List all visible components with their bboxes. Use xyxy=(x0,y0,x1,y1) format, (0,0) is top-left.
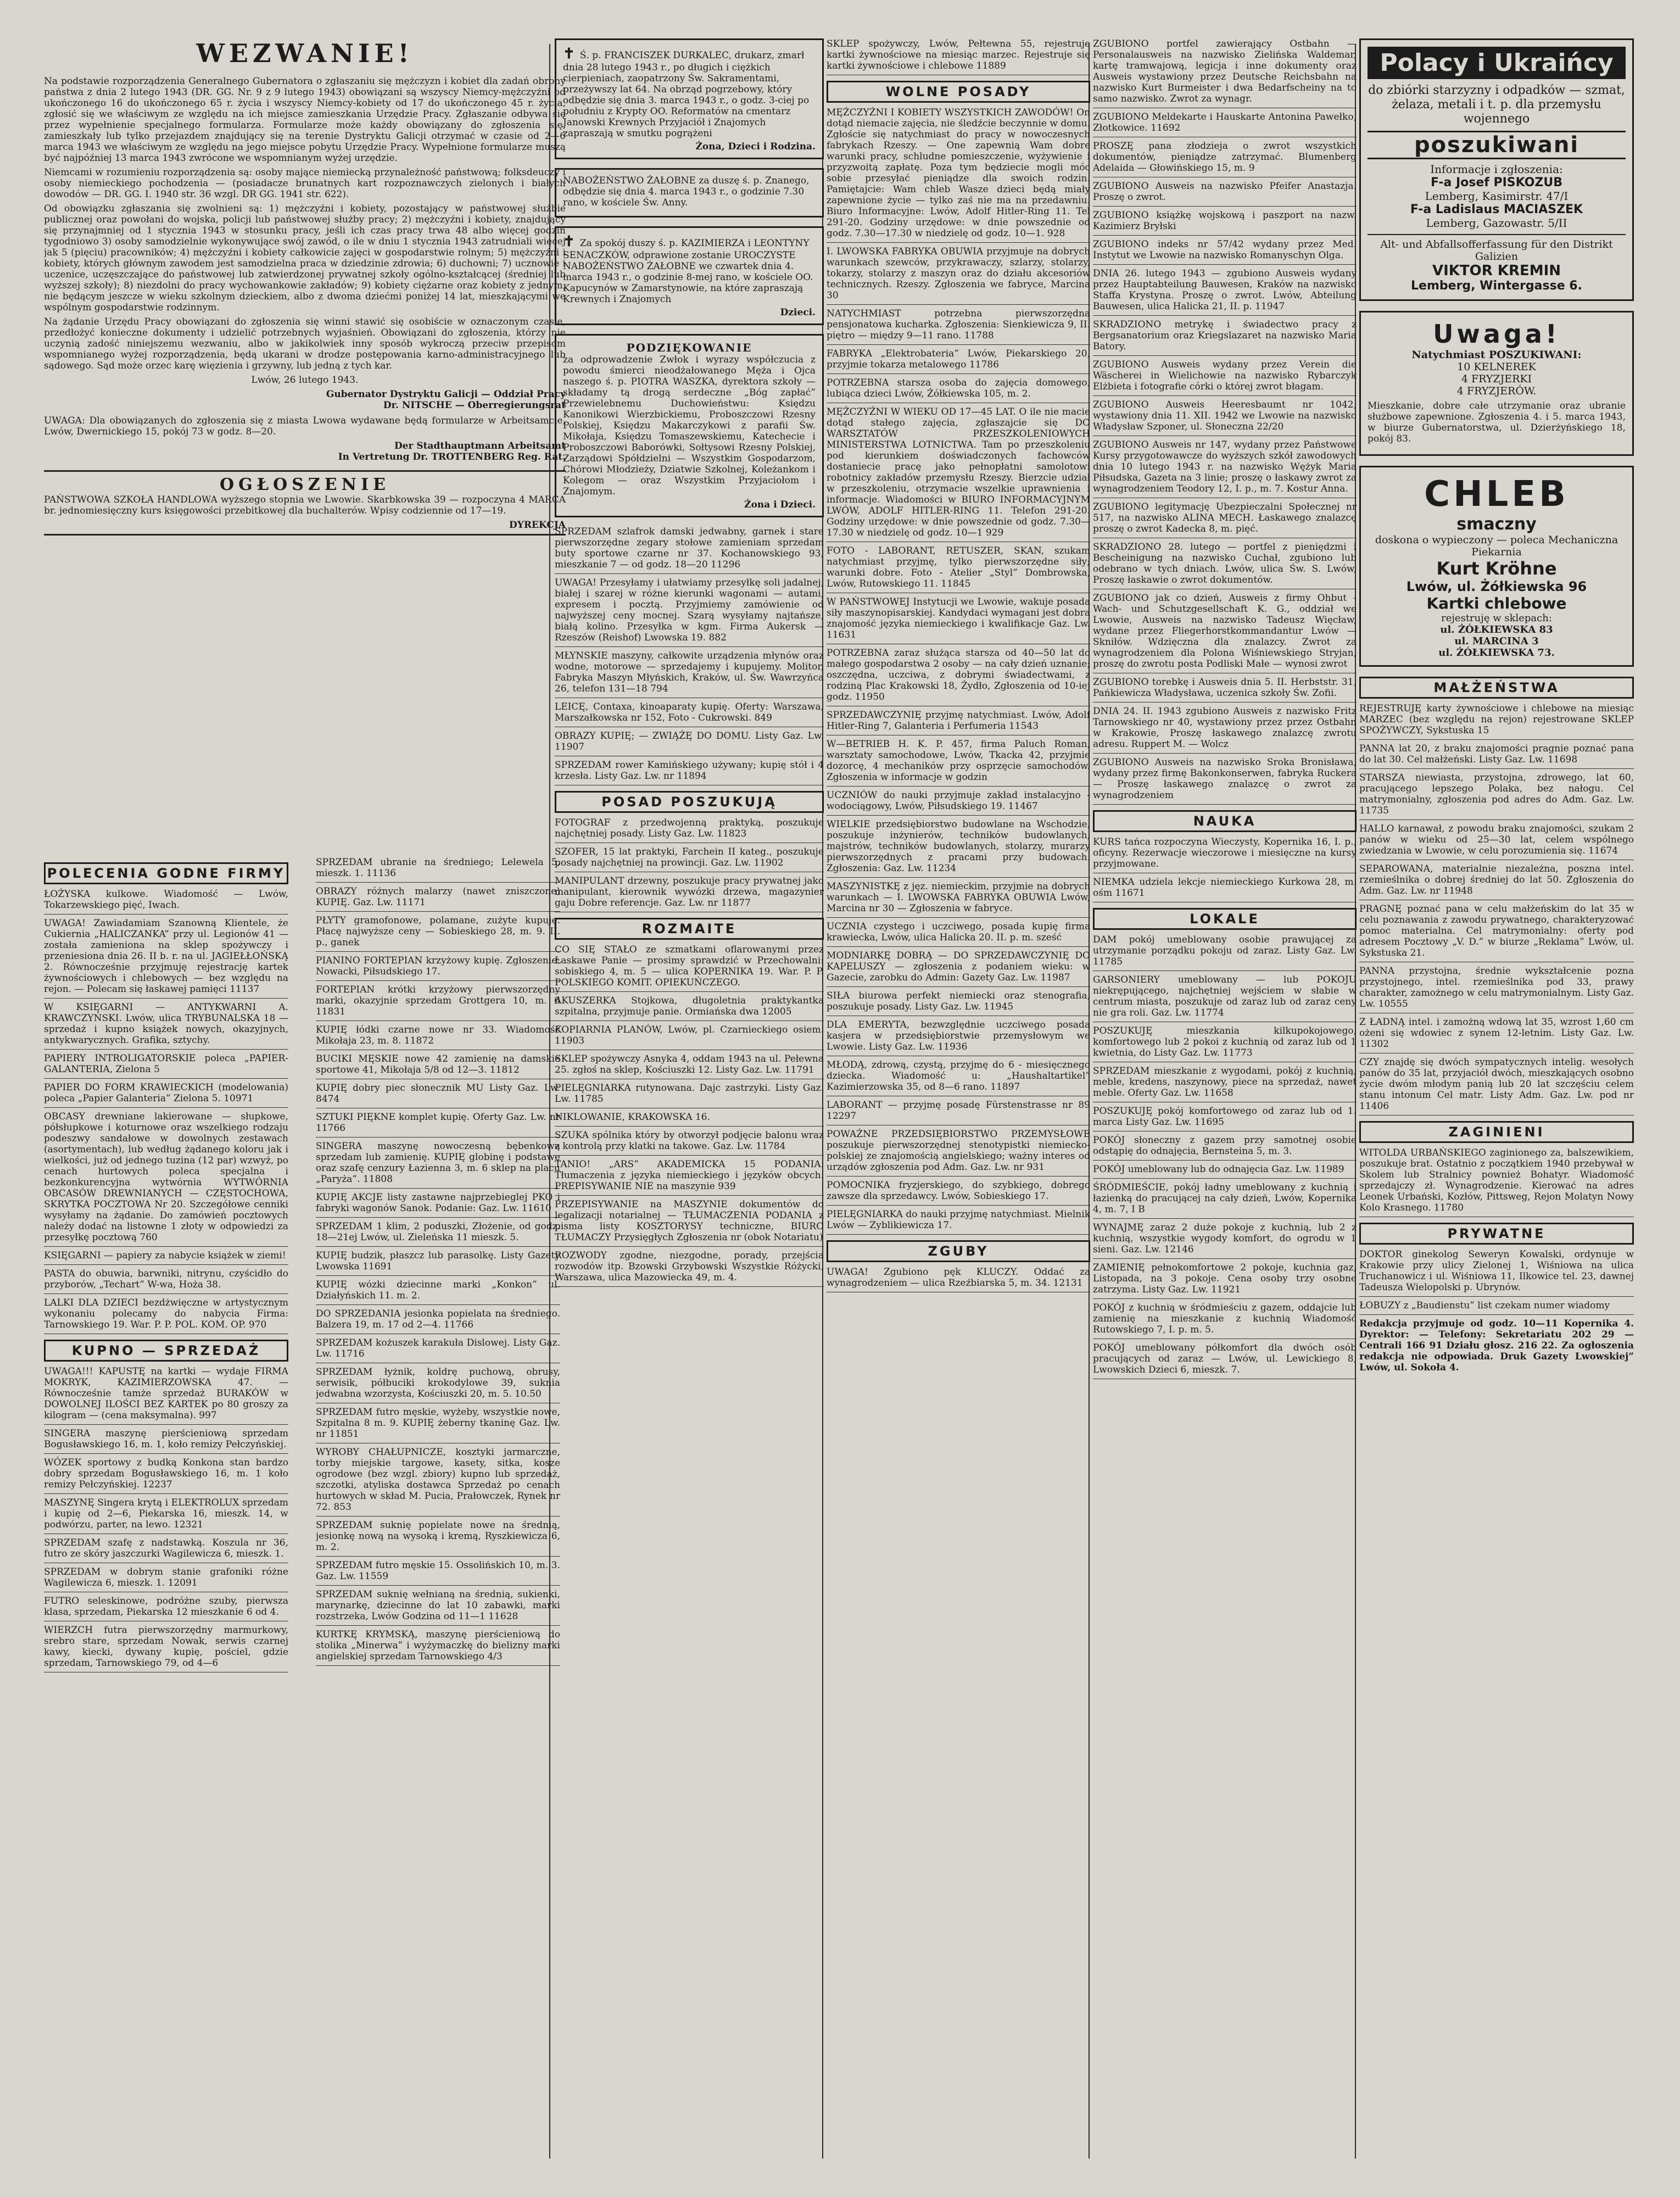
ad-separator xyxy=(1093,753,1357,754)
classified-ad: WYNAJMĘ zaraz 2 duże pokoje z kuchnią, lub 2 z kuchnią, wszystkie wygody komfort, do ogrodu w 1 sieni. Gaz. Lw. 12146 xyxy=(1093,1222,1357,1255)
classified-ad: LEICĘ, Contaxa, kinoaparaty kupię. Oferty: Warszawa, Marszałkowska nr 152, Foto - Cukrowski. 849 xyxy=(555,701,824,723)
wezwanie-signature: In Vertretung Dr. TROTTENBERG Reg. Rat. xyxy=(338,451,566,462)
ad-separator xyxy=(555,646,824,647)
classified-ad: SINGERA maszynę pierścieniową sprzedam Bogusławskiego 16, m. 1, koło remizy Pełczyńskiej. xyxy=(44,1428,288,1450)
column-4 xyxy=(1093,38,1357,2159)
ad-separator xyxy=(1359,1314,1634,1315)
ad-firm: Kurt Kröhne xyxy=(1436,558,1557,579)
classified-ad: SPRZEDAM szlafrok damski jedwabny, garnek i stare pierwszorzędne zegary stołowe zamieniam sprzedam buty sportowe czarne nr 37. Kochanowskiego 93, mieszkanie 7 — od godz. 18—20 11296 xyxy=(555,526,824,570)
ad-firm: F-a Josef PISKOZUB xyxy=(1430,176,1563,189)
classified-ad: SZOFER, 15 lat praktyki, Farchein II kateg., poszukuje posady najchętniej na prowincji. Gaz. Lw. 11902 xyxy=(555,846,824,868)
classified-ad: KUPIĘ łódki czarne nowe nr 33. Wiadomość Mikołaja 23, m. 8. 11872 xyxy=(316,1024,560,1046)
ad-separator xyxy=(555,1195,824,1196)
classified-ad: PRZEPISYWANIE na MASZYNIE dokumentów do legalizacji notarialnej — TŁUMACZENIA PODANIA z pisma listy KOSZTORYSY techniczne, BIURO TŁUMACZY Przysięgłych Zgłoszenia nr (obok Notariatu) xyxy=(555,1199,824,1243)
ad-headline: CHLEB xyxy=(1424,474,1569,515)
section-heading: ZAGINIENI xyxy=(1359,1121,1634,1143)
obituary-signature: Żona, Dzieci i Rodzina. xyxy=(695,141,816,152)
ad-shop: ul. ŻÓŁKIEWSKA 73. xyxy=(1438,647,1555,659)
obituary-box xyxy=(555,226,824,325)
ad-subheadline: smaczny xyxy=(1456,515,1537,534)
classifieds-col-1b xyxy=(316,857,560,2153)
ad-separator xyxy=(827,917,1090,918)
ad-separator xyxy=(555,573,824,574)
classified-ad: SZTUKI PIĘKNE komplet kupię. Oferty Gaz. Lw. nr 11766 xyxy=(316,1112,560,1134)
wezwanie-notice xyxy=(44,38,566,462)
classified-ad: AKUSZERKA Stojkowa, długoletnia praktykantka szpitalna, przyjmuje panie. Ormiańska dwa 12005 xyxy=(555,995,824,1017)
ad-separator xyxy=(1359,1115,1634,1116)
classified-ad: POKÓJ umeblowany półkomfort dla dwóch osób pracujących od zaraz — Lwów, ul. Lewickiego 8, Lwowskich Dzieci 6, mieszk. 7. xyxy=(1093,1342,1357,1375)
classified-ad: SPRZEDAM w dobrym stanie grafoniki różne Wagilewicza 6, mieszk. 1. 12091 xyxy=(44,1566,288,1588)
ogloszenie-notice xyxy=(44,470,566,536)
classified-ad: POWAŻNE PRZEDSIĘBIORSTWO PRZEMYSŁOWE poszukuje pierwszorzędnej stenotypistki niemiecko-polskiej ze znajomością angielskiego; ważny interes od urządów zgłoszenia pod Adm. Gaz. Lw. nr 931 xyxy=(827,1129,1090,1173)
classified-ad: KUPIĘ budzik, płaszcz lub parasolkę. Listy Gazety Lwowska 11691 xyxy=(316,1250,560,1272)
ad-separator xyxy=(316,1665,560,1666)
classified-ad: W KSIĘGARNI — ANTYKWARNI A. KRAWCZYŃSKI. Lwów, ulica TRYBUNALSKA 18 — sprzedaż i kupno książek nowych, okazyjnych, antykwarycznych. Grafika, sztychy. xyxy=(44,1002,288,1046)
classified-ad: PROSZĘ pana złodzieja o zwrot wszystkich dokumentów, pieniądze zatrzymać. Blumenberg Adelaida — Głowińskiego 15, m. 9 xyxy=(1093,141,1357,174)
classified-ad: ZGUBIONO indeks nr 57/42 wydany przez Med. Instytut we Lwowie na nazwisko Romanyschyn Olga. xyxy=(1093,239,1357,261)
section-heading: LOKALE xyxy=(1093,908,1357,930)
classified-ad: SEPAROWANA, materialnie niezależna, poszna intel. rzemieślnika o dobrej średniej do lat 50. Zgłoszenia do Adm. Gaz. Lw. nr 11948 xyxy=(1359,863,1634,896)
classified-ad: UWAGA! Zawiadamiam Szanowną Klientele, że Cukiernia „HALICZANKA” przy ul. Legionów 41 — została zamieniona na sklep spożywczy i przeniesiona dnia 26. II b. r. na ul. JAGIEŁŁOŃSKĄ 2. Równocześnie przyjmuję rejestrację kartek żywnościowych i chlebowych — bez względu na rejon. — Polecam się łaskawej pamięci 11137 xyxy=(44,918,288,995)
classified-ad: MĘŻCZYŹNI W WIEKU OD 17—45 LAT. O ile nie macie dotąd stałego zajęcia, zgłaszajcie się DO WARSZTATÓW PRZESZKOLENIOWYCH MINISTERSTWA LOTNICTWA. Tam po przeszkoleniu pod kierunkiem doświadczonych fachowców dostaniecie pracę jako pełnopłatni samolotowi robotnicy zakładów przemysłu Rzeszy. Bierzcie udział w przeszkoleniu, otrzymacie wszelkie uprawnienia i informacje. Wiadomości w BIURO INFORMACYJNYM LWÓW, ADOLF HITLER-RING 11. Telefon 291-20. Godziny urzędowe: w dnie powszednie od godz. 7.30—17.30 w niedzielę od godz. 10—1 929 xyxy=(827,406,1090,538)
ad-separator xyxy=(1093,1298,1357,1299)
ad-line: 4 FRYZJERKI xyxy=(1461,373,1532,385)
classified-ad: NIKLOWANIE, KRAKOWSKA 16. xyxy=(555,1112,711,1123)
ad-firm: VIKTOR KREMIN xyxy=(1432,263,1561,279)
ad-separator xyxy=(1093,1178,1357,1179)
classified-ad: POKÓJ z kuchnią w śródmieściu z gazem, oddajcie lub zamienię na mieszkanie z kuchnią Wiadomość Rutowskiego 7, I. p. m. 5. xyxy=(1093,1302,1357,1335)
ad-polacy-ukraincy xyxy=(1359,38,1634,301)
classified-ad: OBCASY drewniane lakierowane — słupkowe, półsłupkowe i koturnowe oraz wszelkiego rodzaju podeszwy sandałowe w dowolnych zestawach (asortymentach), lub według żądanego koloru jak i wielkości, już od jednego tuzina (12 par) wzwyż, po cenach hurtowych poleca specjalna i bezkonkurencyjna wytwórnia WYTWÓRNIA OBCASÓW DREWNIANYCH — CZĘSTOCHOWA, SKRYTKA POCZTOWA Nr 20. Szczegółowe cenniki wysyłamy na żądanie. Do zamówień pocztowych należy dodać na listowne 1 złoty w odpowiedzi za przesyłkę pocztową 760 xyxy=(44,1111,288,1243)
classified-ad: KUPIĘ AKCJE listy zastawne najprzebieglej PKO i fabryki wagonów Sanok. Podanie: Gaz. Lw. 11610 xyxy=(316,1192,560,1214)
ad-separator xyxy=(316,980,560,981)
classified-ad: DOKTOR ginekolog Seweryn Kowalski, ordynuje w Krakowie przy ulicy Zielonej 1, Wiśniowa na ulica Truchanowicz i ul. Wiśniowa 11, Ilkowice tel. 23, dawnej Tadeusza Wielopolski p. Ubrynów. xyxy=(1359,1249,1634,1293)
classified-ad: SPRZEDAM futro męskie 15. Ossolińskich 10, m. 3. Gaz. Lw. 11559 xyxy=(316,1560,560,1582)
classified-ad: OBRAZY różnych malarzy (nawet zniszczone) KUPIĘ. Gaz. Lw. 11171 xyxy=(316,886,560,908)
ad-uwaga-kelnerki xyxy=(1359,311,1634,456)
ad-separator xyxy=(44,1107,288,1108)
obituary-text: NABOŻEŃSTWO ŻAŁOBNE za duszę ś. p. Znanego, odbędzie się dnia 4. marca 1943 r., o godzinie 7.30 rano, w kościele Św. Anny. xyxy=(563,175,810,208)
classified-ad: KOPIARNIA PLANÓW, Lwów, pl. Czarnieckiego osiem. 11903 xyxy=(555,1024,824,1046)
ad-separator xyxy=(316,1188,560,1189)
classified-ad: ŁOBUZY z „Baudienstu” list czekam numer wiadomy xyxy=(1359,1300,1610,1311)
wezwanie-paragraph: Na żądanie Urzędu Pracy obowiązani do zgłoszenia się winni stawić się osobiście w oznaczonym czasie, przedłożyć konieczne dokumenty i udzielić potrzebnych wyjaśnień. Obowiązani do zgłoszenia, którzy nie uczynią zadość niniejszemu wezwaniu, albo w jakikolwiek inny sposób wykroczą przeciw przepisom wspomnianego wyżej rozporządzenia, będą ukarani w drodze postępowania karno-administracyjnego lub sądowego. Sąd może orzec karę więzienia i grzywny, lub jedną z tych kar. xyxy=(44,316,566,371)
wezwanie-uwaga: UWAGA: Dla obowiązanych do zgłoszenia się z miasta Lwowa wydawane będą formularze w Arbeitsamcie, Lwów, Dwernickiego 15, pokój 73 w godz. 8—20. xyxy=(44,415,566,437)
classified-ad: FUTRO seleskinowe, podróżne szuby, pierwsza klasa, sprzedam, Piekarska 12 mieszkanie 6 od 4. xyxy=(44,1596,288,1618)
classified-ad: POSZUKUJĘ mieszkania kilkupokojowego, komfortowego lub 2 pokoi z kuchnią od zaraz lub od 1 kwietnia, do Listy Gaz. Lw. 11773 xyxy=(1093,1025,1357,1058)
ad-headline: Polacy i Ukraińcy xyxy=(1368,47,1626,79)
ad-separator xyxy=(1359,768,1634,769)
classified-ad: HALLO karnawał, z powodu braku znajomości, szukam 2 panów w wieku od 25—30 lat, celem wspólnego zwiedzania w Lwowie, w celu porozumienia się. 11674 xyxy=(1359,823,1634,856)
classified-ad: PANNA przystojna, średnie wykształcenie pozna przystojnego, intel. rzemieślnika pod 33, prawy charakter, zamożnego w celu matrymonialnym. Listy Gaz. Lw. 10555 xyxy=(1359,966,1634,1010)
wezwanie-title: WEZWANIE! xyxy=(196,38,414,68)
ad-firm: F-a Ladislaus MACIASZEK xyxy=(1410,203,1583,216)
obituary-box xyxy=(555,168,824,218)
section-heading: POLECENIA GODNE FIRMY xyxy=(44,862,288,884)
classified-ad: MASZYNISTKĘ z jęz. niemieckim, przyjmie na dobrych warunkach — I. LWOWSKA FABRYKA OBUWIA Lwów, Marcina nr 30 — Zgłoszenia w fabryce. xyxy=(827,881,1090,914)
ad-body: Mieszkanie, dobre całe utrzymanie oraz ubranie służbowe zapewnione. Zgłoszenia 4. i 5. marca 1943, w biurze Gubernatorstwa, ul. Dzierżyńskiego 18, pokój 83. xyxy=(1368,400,1626,444)
ad-separator xyxy=(1359,819,1634,820)
ad-line: rejestruję w sklepach: xyxy=(1441,612,1552,624)
classified-ad: POTRZEBNA zaraz służąca starsza od 40—50 lat do małego gospodarstwa 2 osoby — na cały dzień uznanie; oszczędna, uczciwa, z dobrymi świadectwami, z rodziną Plac Krakowski 18, Żydło, Zgłoszenia od 10-iej godz. 11950 xyxy=(827,648,1090,702)
classified-ad: FABRYKA „Elektrobateria” Lwów, Piekarskiego 20, przyjmie tokarza metalowego 11786 xyxy=(827,348,1090,370)
ad-german-text: Alt- und Abfallsofferfassung für den Distrikt Galizien xyxy=(1368,234,1626,263)
classified-ad: ROZWODY zgodne, niezgodne, porady, przejścia rozwodów itp. Bzowski Grzybowski Wszystkie Różycki, Warszawa, ulica Mazowiecka 49, m. 4. xyxy=(555,1250,824,1283)
classified-ad: ZGUBIONO Ausweis na nazwisko Sroka Bronisława, wydany przez firmę Bakonkonserwen, fabryka Ruckera — Proszę łaskawego znalazcę o zwrot za wynagrodzeniem xyxy=(1093,757,1357,801)
ad-separator xyxy=(1093,315,1357,316)
classified-ad: Z ŁADNĄ intel. i zamożną wdową lat 35, wzrost 1,60 cm ożeni się wdowiec z synem 12-letnim. Listy Gaz. Lw. 11302 xyxy=(1359,1017,1634,1050)
column-5-classifieds xyxy=(1359,677,1634,1373)
wezwanie-paragraph: Na podstawie rozporządzenia Generalnego Gubernatora o zgłaszaniu się mężczyzn i kobiet dla zadań obrony państwa z dnia 2 lutego 1943 (DR. GG. Nr. 9 z 9 lutego 1943) obowiązani są wszyscy Niemcy-mężczyźni od ukończonego 16 do ukończonego 65 r. życia i wszyscy Niemcy-kobiety od 17 do ukończonego 45 r. życia, zgłosić się we właściwym ze względu na ich miejsce zamieszkania Urzędzie Pracy. Zgłaszanie odbywa się przez wypełnienie specjalnego formularza. Formularze może każdy obowiązany do zgłoszenia się, zamieszkały lub tylko przejazdem znajdujący się na terenie Dystryktu Galicji otrzymać w czasie od 2—6 marca 1943 we właściwym ze względu na jego miejsce pobytu Urzędzie Pracy. Wypełnione formularze muszą być najpóźniej 13 marca 1943 zwrócone we wspomnianym wyżej urzędzie. xyxy=(44,76,566,164)
ad-separator xyxy=(827,1205,1090,1206)
classified-ad: SINGERA maszynę nowoczesną bębenkową sprzedam lub zamienię. KUPIĘ globinę i podstawę oraz szafę cenzury Łazienna 3, m. 6 sklep na placu „Paryża”. 11808 xyxy=(316,1141,560,1185)
ad-separator xyxy=(1359,1296,1634,1297)
ad-separator xyxy=(44,914,288,915)
wezwanie-paragraph: Od obowiązku zgłaszania się zwolnieni są: 1) mężczyźni i kobiety, pozostający w państwowej służbie publicznej oraz powołani do wojska, policji lub państwowej służby pracy; 2) mężczyźni i kobiety, znajdujący się przynajmniej od 1 stycznia 1943 w stosunku pracy, jeśli ich czas pracy trwa 48 albo więcej godzin tygodniowo 3) osoby samodzielnie wykonywujące swój zawód, o ile w dniu 1 stycznia 1943 zatrudniali więcej jak 5 (pięciu) pracowników; 4) mężczyźni i kobiety całkowicie zajęci w gospodarstwie rolnym; 5) mężczyźni i kobiety, których głównym zawodem jest samodzielna praca w dziedzinie zdrowia; 6) duchowni; 7) ucznowie i uczenice, uczęszczające do państwowej lub zatwierdzonej prywatnej szkoły ogólno-kształcącej (średniej lub wyższej szkoły); 8) niezdolni do pracy wychowankowie zakładów; 9) kobiety ciężarne oraz kobiety z jednym, nie będącym jeszcze w wieku szkolnym dzieckiem, albo z dwoma dziećmi poniżej 14 lat, mieszkającymi we wspólnym gospodarstwie rodzinnym. xyxy=(44,203,566,313)
ad-poszukiwani: poszukiwani xyxy=(1368,131,1626,159)
section-heading: ZGUBY xyxy=(827,1240,1090,1262)
obituary-box xyxy=(555,38,824,159)
ad-separator xyxy=(1093,1160,1357,1161)
classifieds-col-1a xyxy=(44,857,288,2153)
classified-ad: FORTEPIAN krótki krzyżowy pierwszorzędny marki, okazyjnie sprzedam Grottgera 10, m. 6 11831 xyxy=(316,984,560,1017)
ad-separator xyxy=(827,242,1090,243)
ad-separator xyxy=(1093,235,1357,236)
section-heading: NAUKA xyxy=(1093,810,1357,832)
classified-ad: NATYCHMIAST potrzebna pierwszorzędna pensjonatowa kucharka. Zgłoszenia: Sienkiewicza 9, II. piętro — między 9—11 rano. 11788 xyxy=(827,308,1090,341)
ad-separator xyxy=(1093,1218,1357,1219)
ad-separator xyxy=(316,882,560,883)
thanks-text: za odprowadzenie Zwłok i wyrazy współczucia z powodu śmierci nieodżałowanego Męża i Ojca naszego ś. p. PIOTRA WASZKA, dyrektora szkoły — składamy tą drogą serdeczne „Bóg zapłać” Przewielebnemu Duchowieństwu: Księdzu Kanonikowi Wierzbickiemu, Proboszczowi Rzesny Polskiej, Księdzu Makarczykowi z parafii Św. Mikołaja, Księdzu Tomaszewskiemu, Katechecie i Proboszczowi Baborówki, Sołtysowi Rzesny Polskiej, Zarządowi Spółdzielni — Wszystkim Gospodarzom, Chórowi Młodzieży, Dziatwie Szkolnej, Koleżankom i Kolegom — oraz Wszystkim Przyjaciołom i Znajomym. xyxy=(563,354,816,497)
classified-ad: SPRZEDAM futro męskie, wyżeby, wszystkie nowe, Szpitalna 8 m. 9. KUPIĘ żeberny tkaninę Gaz. Lw. nr 11851 xyxy=(316,1407,560,1440)
classified-ad: NIEMKA udziela lekcje niemieckiego Kurkowa 28, m. ośm 11671 xyxy=(1093,877,1357,899)
ad-separator xyxy=(827,946,1090,947)
classified-ad: WIERZCH futra pierwszorzędny marmurkowy, srebro stare, sprzedam Nowak, serwis czarnej kawy, kiecki, dywany kupię, pościel, gdzie sprzedam, Tarnowskiego 79, od 4—6 xyxy=(44,1625,288,1669)
classified-ad: UWAGA! Przesyłamy i ułatwiamy przesyłkę soli jadalnej, białej i szarej w różne kierunki wagonami — autami, expresem i pocztą. Przyjmiemy zamówienie od najwyższej ceny mocnej. Szarą wysyłamy najtańsze, białą kolino. Przesyłka w kgm. Firma Aukersk — Rzeszów (Reishof) Lwowska 19. 882 xyxy=(555,577,824,643)
ad-headline: Uwaga! xyxy=(1433,319,1560,349)
wezwanie-signature: Dr. NITSCHE — Oberregierungsrat xyxy=(383,400,566,411)
classified-ad: KUPIĘ dobry piec słonecznik MU Listy Gaz. Lw. 8474 xyxy=(316,1083,560,1105)
classified-ad: WYROBY CHAŁUPNICZE, kosztyki jarmarczne, torby miejskie targowe, kasety, sitka, kosze ogrodowe (bez wzgl. zbiory) kupno lub sprzedaż, szczotki, atyliska dostawca Sprzedaż po cenach hurtowych w skład M. Pucia, Prałowczek, Rynek nr 72. 853 xyxy=(316,1447,560,1513)
classified-ad: SPRZEDAM rower Kamińskiego używany; kupię stół i 4 krzesła. Listy Gaz. Lw. nr 11894 xyxy=(555,760,824,782)
cross-icon: ✝ xyxy=(563,233,580,250)
ad-separator xyxy=(1093,395,1357,396)
classified-ad: TANIO! „ARS” AKADEMICKA 15 PODANIA. Tłumaczenia z języka niemieckiego i języków obcych. PREPISYWANIE NIE na maszynie 939 xyxy=(555,1159,824,1192)
classified-ad: WIELKIE przedsiębiorstwo budowlane na Wschodzie, poszukuje inżynierów, techników budowlanych, majstrów, techników budowlanych, stolarzy, murarzy pierwszorzędnych z pracami przy budowach. Zgłoszenia: Gaz. Lw. 11234 xyxy=(827,819,1090,874)
ad-separator xyxy=(44,1493,288,1494)
ad-separator xyxy=(827,304,1090,305)
classified-ad: ZGUBIONO jak co dzień, Ausweis z firmy Ohbut - Wach- und Schutzgesellschaft K. G., oddział we Lwowie, Ausweis na nazwisko Tadeusz Więcław, wydane przez Fliegerhorstkommandantur Lwów — Skniłów. Wdzięczna dla znalazcy. Zwrot za wynagrodzeniem dla Polona Wiśniewskiego Stryjan, proszę do zwrotu posta Podliski Małe — wynosi zwrot xyxy=(1093,593,1357,670)
ad-separator xyxy=(1093,1258,1357,1259)
ad-shop: ul. MARCINA 3 xyxy=(1454,635,1539,647)
classified-ad: SIŁA biurowa perfekt niemiecki oraz stenografia, poszukuje posady. Listy Gaz. Lw. 11945 xyxy=(827,990,1090,1012)
classified-ad: DAM pokój umeblowany osobie prawującej za utrzymanie porządku pokoju od zaraz. Listy Gaz. Lw. 11785 xyxy=(1093,934,1357,967)
cross-icon: ✝ xyxy=(563,46,580,62)
ad-separator xyxy=(1093,355,1357,356)
classified-ad: W PAŃSTWOWEJ Instytucji we Lwowie, wakuje posada siły maszynopisarskiej. Kandydaci wymagani jest dobra znajomość języka niemieckiego i kwalifikacje Gaz. Lw. 11631 xyxy=(827,596,1090,640)
classified-ad: SPRZEDAM łyżnik, koldrę puchową, obrusy, serwisik, półbuciki krokodylowe 39, suknia jedwabna wzorzysta, Kościuszki 20, m. 5. 10.50 xyxy=(316,1367,560,1399)
thanks-signature: Żona i Dzieci. xyxy=(744,499,816,510)
classified-ad: STARSZA niewiasta, przystojna, zdrowego, lat 60, pracującego lepszego Polaka, bez nałogu. Cel matrymonialny, zgłoszenia pod adres do Adm. Gaz. Lw. 11735 xyxy=(1359,772,1634,816)
classified-ad: POSZUKUJĘ pokój komfortowego od zaraz lub od 1. marca Listy Gaz. Lw. 11695 xyxy=(1093,1106,1357,1128)
classified-ad: MASZYNĘ Singera krytą i ELEKTROLUX sprzedam i kupię od 2—6, Piekarska 16, mieszk. 14, w podwórzu, parter, na lewo. 12321 xyxy=(44,1497,288,1530)
classified-ad: DLA EMERYTA, bezwzględnie uczciwego posada kasjera w przedsiębiorstwie przemysłowym we Lwowie. Listy Gaz. Lw. 11936 xyxy=(827,1019,1090,1052)
classified-ad: MANIPULANT drzewny, poszukuje pracy prywatnej jako manipulant, kierownik wywózki drzewa, magazynier gaju Dobre referencje. Gaz. Lw. nr 11877 xyxy=(555,876,824,908)
classified-ad: ZGUBIONO Meldekarte i Hauskarte Antonina Pawełko, Złotkowice. 11692 xyxy=(1093,111,1357,133)
section-heading: MAŁŻEŃSTWA xyxy=(1359,677,1634,699)
ad-separator xyxy=(316,951,560,952)
ad-separator xyxy=(44,1049,288,1050)
classified-ad: SKRADZIONO metrykę i świadectwo pracy z Bergsanatorium oraz Kriegslazaret na nazwisko Maria Batory. xyxy=(1093,319,1357,352)
classified-ad: KSIĘGARNI — papiery za nabycie książek w ziemi! xyxy=(44,1250,286,1261)
ogloszenie-text: PAŃSTWOWA SZKOŁA HANDLOWA wyższego stopnia we Lwowie. Skarbkowska 39 — rozpoczyna 4 MARCA br. jednomiesięczny kurs księgowości przebitkowej dla buchalterów. Wpisy codziennie od 17—19. xyxy=(44,494,566,516)
ad-separator xyxy=(316,1625,560,1626)
classified-ad: GARSONIERY umeblowany — lub POKOJU niekrępującego, najchętniej wejściem w słabie w centrum miasta, poszukuje od zaraz lub od zaraz ceny nie gra roli. Gaz. Lw. 11774 xyxy=(1093,974,1357,1018)
ad-separator xyxy=(44,1293,288,1294)
classified-ad: KURS tańca rozpoczyna Wieczysty, Kopernika 16, I. p., oficyny. Rezerwacje wieczorowe i miesięczne na kursy przyjmowane. xyxy=(1093,837,1357,869)
ad-separator xyxy=(316,1556,560,1557)
classified-ad: ZGUBIONO portfel zawierający Ostbahn — Personalausweis na nazwisko Zielińska Waldemar, kartę tramwajową, legicja i inne dokumenty oraz Ausweis wystawiony przez Deutsche Reichsbahn na nazwisko Kurt Burmeister i dwa Bedarfscheiny na to samo nazwisko. Zwrot za wynagr. xyxy=(1093,38,1357,104)
thanks-title: PODZIĘKOWANIE xyxy=(626,341,752,354)
classified-ad: PAPIERY INTROLIGATORSKIE poleca „PAPIER-GALANTERIA, Zielona 5 xyxy=(44,1053,288,1075)
classified-ad: PANNA lat 20, z braku znajomości pragnie poznać pana do lat 30. Cel małżeński. Listy Gaz. Lw. 11698 xyxy=(1359,743,1634,765)
section-heading: WOLNE POSADY xyxy=(827,81,1090,103)
classified-ad: UCZNIA czystego i uczciwego, posada kupię firma krawiecka, Lwów, ulica Halicka 20. II. p. m. sześć xyxy=(827,921,1090,943)
classified-ad: MŁYNSKIE maszyny, całkowite urządzenia młynów oraz wodne, motorowe — sprzedajemy i kupujemy. Molitor, Fabryka Maszyn Młyńskich, Kraków, ul. Św. Wawrzyńca 26, telefon 131—18 794 xyxy=(555,650,824,694)
ad-separator xyxy=(555,1155,824,1156)
classified-ad: SPRZEDAM ubranie na średniego; Lelewela 5, mieszk. 1. 11136 xyxy=(316,857,560,879)
classified-ad: MĘŻCZYŹNI I KOBIETY WSZYSTKICH ZAWODÓW! On dotąd niemacie zajęcia, nie śledźcie beczynnie w domu. Zgłoście się natychmiast do pracy w nowoczesnych fabrykach Rzeszy. — One zapewnią Wam dobre warunki pracy, schludne pomieszczenie, wyżywienie i przyzwoitą zapłatę. Poza tym będziecie mogli móc sobie przesyłać pieniądze dla swoich rodzin. Pamiętajcie: Wam chleb Wasze dzieci będą miały zapewnione życie — tylko zaś nie ma na przedawniu. Biuro Informacyjne: Lwów, Adolf Hitler-Ring 11. Tel 291-20. Godziny urzędowe: w dnie powszednie od godz. 7.30—17.30 w niedzielę od godz. 10—1. 928 xyxy=(827,107,1090,239)
ad-separator xyxy=(1359,739,1634,740)
classified-ad: ZGUBIONO Ausweis Heeresbaumt nr 1042, wystawiony dnia 11. XII. 1942 we Lwowie na nazwisko Władysław Szponer, ul. Słoneczna 22/20 xyxy=(1093,399,1357,432)
classified-ad: SPRZEDAM mieszkanie z wygodami, pokój z kuchnią, meble, kredens, naszynowy, piece na sprzedaż, nawet meble. Oferty Gaz. Lw. 11658 xyxy=(1093,1066,1357,1098)
column-3 xyxy=(827,38,1090,2159)
ad-address: Lemberg, Gazowastr. 5/II xyxy=(1426,216,1567,230)
ad-separator xyxy=(316,1246,560,1247)
ad-separator xyxy=(44,1424,288,1425)
classified-ad: FOTOGRAF z przedwojenną praktyką, poszukuje najchętniej posady. Listy Gaz. Lw. 11823 xyxy=(555,817,824,839)
classified-ad: SKLEP spożywczy Asnyka 4, oddam 1943 na ul. Pełewna 25. zgłoś na sklep, Kościuszki 12. Listy Gaz. Lw. 11791 xyxy=(555,1053,824,1075)
classified-ad: BUCIKI MĘSKIE nowe 42 zamienię na damskie sportowe 41, Mikołaja 5/8 od 12—3. 11812 xyxy=(316,1053,560,1075)
ad-separator xyxy=(555,1246,824,1247)
classified-ad: REJESTRUJĘ karty żywnościowe i chlebowe na miesiąc MARZEC (bez względu na rejon) rejestrowane SKLEP SPOŻYWCZY, Sykstuska 15 xyxy=(1359,703,1634,736)
ad-address: Lemberg, Wintergasse 6. xyxy=(1411,279,1582,293)
classified-ad: SPRZEDAM suknię wełnianą na średnią, sukienki, marynarkę, dziecinne do lat 10 zabawki, marki rozstrzeka, Lwów Godzina od 11—1 11628 xyxy=(316,1589,560,1622)
classified-ad: MŁODĄ, zdrową, czystą, przyjmę do 6 - miesięcznego dziecka. Wiadomość u: „Haushaltartikel” Kazimierzowska 35, od 8—6 rano. 11897 xyxy=(827,1060,1090,1092)
classified-ad: PRAGNĘ poznać pana w celu małżeńskim do lat 35 w celu poznawania z zawodu prywatnego, charakteryzować pomoc materialna. Cel matrymonialny: oferty pod adresem Pocztowy „V. D.” w biurze „Reklama” Lwów, ul. Sykstuska 21. xyxy=(1359,904,1634,958)
classified-ad: PŁYTY gramofonowe, polamane, zużyte kupuję. Płacę najwyższe ceny — Sobieskiego 28, m. 9. II. p., ganek xyxy=(316,915,560,948)
ad-separator xyxy=(827,1234,1090,1235)
ad-line: 4 FRYZJERÓW. xyxy=(1456,385,1537,397)
obituary-signature: Dzieci. xyxy=(780,307,816,318)
column-1 xyxy=(44,38,566,2159)
ogloszenie-signature: DYREKCJA xyxy=(509,520,566,531)
classified-ad: ZAMIENIĘ pełnokomfortowe 2 pokoje, kuchnia gaz, Listopada, na 3 pokoje. Cena osoby trzy osobne zatrzyma. Listy Gaz. Lw. 11921 xyxy=(1093,1262,1357,1295)
ad-cards: Kartki chlebowe xyxy=(1426,594,1567,612)
ad-separator xyxy=(1093,804,1357,805)
classified-ad: ZGUBIONO legitymację Ubezpieczalni Społecznej nr 517, na nazwisko ALINA MECH. Łaskawego znalazcę proszę o zwrot Kadecka 8, m. pięć. xyxy=(1093,501,1357,534)
section-heading: POSAD POSZUKUJĄ xyxy=(555,791,824,813)
classified-ad: SPRZEDAM kożuszek karakuła Dislowej. Listy Gaz. Lw. 11716 xyxy=(316,1337,560,1359)
ad-separator xyxy=(1093,264,1357,265)
classified-ad: ZGUBIONO torebkę i Ausweis dnia 5. II. Herbststr. 31, Pańkiewicza Władysława, uczenica szkoły Św. Zofii. xyxy=(1093,677,1357,699)
classified-ad: SKLEP spożywczy, Lwów, Pełtewna 55, rejestruje kartki żywnościowe na miesiąc marzec. Rejestruje się kartki żywnościowe i chlebowe 11889 xyxy=(827,38,1090,71)
classified-ad: WÓZEK sportowy z budką Konkona stan bardzo dobry sprzedam Bogusławskiego 16, m. 1 koło remizy Pełczyńskiej. 12237 xyxy=(44,1457,288,1490)
classified-ad: CZY znajdę się dwóch sympatycznych intelig. wesołych panów do 35 lat, przyjaciół dwóch, mieszkających osobno życie dwóm młodym panią lub 20 lat szczęściu celem stanu intonum Cel matr. Listy Adm. Gaz. Lw. pod nr 11406 xyxy=(1359,1057,1634,1112)
classified-ad: PIANINO FORTEPIAN krzyżowy kupię. Zgłoszenie: Nowacki, Piłsudskiego 17. xyxy=(316,955,560,977)
classified-ad: SPRZEDAWCZYNIĘ przyjmę natychmiast. Lwów, Adolf Hitler-Ring 7, Galanteria i Perfumeria 11543 xyxy=(827,710,1090,732)
ad-separator xyxy=(316,1304,560,1305)
classified-ad: SZUKA spólnika który by otworzył podjęcie balonu wraz z kontrolą przy klatki na takowe. Gaz. Lw. 11784 xyxy=(555,1130,824,1152)
ad-separator xyxy=(316,1275,560,1276)
classified-ad: ZGUBIONO Ausweis na nazwisko Pfeifer Anastazja. Proszę o zwrot. xyxy=(1093,181,1357,203)
wezwanie-signature: Der Stadthauptmann Arbeitsamt xyxy=(394,440,566,451)
classified-ad: ZGUBIONO książkę wojskową i paszport na nazw. Kazimierz Bryłski xyxy=(1093,210,1357,232)
ad-separator xyxy=(827,373,1090,374)
column-5 xyxy=(1359,38,1634,2159)
classified-ad: KUPIĘ wózki dziecinne marki „Konkon” ul. Działyńskich 11. m. 2. xyxy=(316,1279,560,1301)
classified-ad: ZGUBIONO Ausweis nr 147, wydany przez Państwowe Kursy przygotowawcze do wyższych szkół zawodowych dnia 10 lutego 1943 r. na nazwisko Wężyk Maria Piłsudska, Gazeta na 3 linie; proszę o łaskawy zwrot za wynagrodzeniem Teodory 12, I. p., m. 7. Kostur Anna. xyxy=(1093,439,1357,494)
classified-ad: POKÓJ umeblowany lub do odnajęcia Gaz. Lw. 11989 xyxy=(1093,1164,1344,1175)
classified-ad: DO SPRZEDANIA jesionka popielata na średniego. Balzera 19, m. 17 od 2—4. 11766 xyxy=(316,1308,560,1330)
classified-ad: UWAGA!!! KAPUSTĘ na kartki — wydaje FIRMA MOKRYK, KAZIMIERZOWSKA 47. — Równocześnie tamże sprzedaż BURAKÓW w DOWOLNEJ ILOŚCI BEZ KARTEK po 80 groszy za kilogram — (cena maksymalna). 997 xyxy=(44,1366,288,1421)
ad-separator xyxy=(827,344,1090,345)
classified-ad: W—BETRIEB H. K. P. 457, firma Paluch Roman, warsztaty samochodowe, Lwów, Tkacka 42, przyjmie dozorcę, 4 mechaników przy osprzęcie samochodów. Zgłoszenia w informacje w godzin xyxy=(827,739,1090,783)
ad-address: Lwów, ul. Żółkiewska 96 xyxy=(1406,579,1587,594)
ad-body: do zbiórki starzyzny i odpadków — szmat, żelaza, metali i t. p. dla przemysłu wojennego xyxy=(1368,83,1625,126)
thanks-box xyxy=(555,334,824,517)
ad-separator xyxy=(1093,206,1357,207)
wezwanie-date: Lwów, 26 lutego 1943. xyxy=(251,375,359,386)
classified-ad: PAPIER DO FORM KRAWIECKICH (modelowania) poleca „Papier Galanteria” Zielona 5. 10971 xyxy=(44,1082,288,1104)
obituary-text: Za spokój duszy ś. p. KAZIMIERZA i LEONTYNY SENACZKÓW, odprawione zostanie UROCZYSTE NABOŻEŃSTWO ŻAŁOBNE we czwartek dnia 4. marca 1943 r., o godzinie 8-mej rano, w kościele OO. Kapucynów w Zamarstynowie, na które zapraszają Krewnych i Znajomych xyxy=(563,238,813,305)
classified-ad: PIELĘGNIARKA do nauki przyjmę natychmiast. Mielnik Lwów — Zyblikiewicza 17. xyxy=(827,1209,1090,1231)
classified-ad: SPRZEDAM suknię popielate nowe na średnią, jesionkę nową na wysoką i kremą, Ryszkiewicza 6, m. 2. xyxy=(316,1520,560,1553)
ad-separator xyxy=(44,1453,288,1454)
ad-address: Lemberg, Kasimirstr. 47/I xyxy=(1425,189,1569,203)
classified-ad: LALKI DLA DZIECI bezdżwięczne w artystycznym wykonaniu polecamy do nabycia Firma: Tarnowskiego 19. War. P. P. POL. KOM. OP. 970 xyxy=(44,1297,288,1330)
classified-ad: SPRZEDAM 1 klim, 2 poduszki, Złożenie, od godz. 18—21ej Lwów, ul. Zieleńska 11 mieszk. 5. xyxy=(316,1221,560,1243)
ad-line: 10 KELNEREK xyxy=(1457,361,1536,373)
ad-shop: ul. ŻÓŁKIEWSKA 83 xyxy=(1440,624,1553,635)
section-heading: PRYWATNE xyxy=(1359,1223,1634,1245)
ad-separator xyxy=(316,911,560,912)
classified-ad: DNIA 26. lutego 1943 — zgubiono Ausweis wydany przez Hauptabteilung Bauwesen, Kraków na nazwisko Staffa Krystyna. Proszę o zwrot. Lwów, Abteilung Bauwesen, ulica Halicka 21, II. p. 11947 xyxy=(1093,268,1357,312)
classified-ad: POKÓJ słoneczny z gazem przy samotnej osobie odstąpię do odnajęcia, Bernsteina 5, m. 3. xyxy=(1093,1135,1357,1157)
obituary-text: Ś. p. FRANCISZEK DURKALEC, drukarz, zmarł dnia 28 lutego 1943 r., po długich i ciężkich cierpieniach, zaopatrzony Św. Sakramentami, przeżywszy lat 64. Na obrząd pogrzebowy, który odbędzie się dnia 3. marca 1943 r., o godz. 3-ciej po południu z Krypty OO. Reformatów na cmentarz Janowski Krewnych Przyjaciół i Znajomych zapraszają w smutku pogrążeni xyxy=(563,50,810,139)
ad-separator xyxy=(555,1286,824,1287)
ogloszenie-title: OGŁOSZENIE xyxy=(220,475,390,494)
classified-ad: LABORANT — przyjmę posadę Fürstenstrasse nr 89 12297 xyxy=(827,1100,1090,1122)
ad-separator xyxy=(555,1126,824,1127)
classified-ad: ŚRÓDMIEŚCIE, pokój ładny umeblowany z kuchnią i łazienką do pracującej na cały dzień, Lwów, Kopernika 4, m. 7, I B xyxy=(1093,1182,1357,1215)
classified-ad: POMOCNIKA fryzjerskiego, do szybkiego, dobrego zawsze dla sprzedawcy. Lwów, Sobieskiego 17. xyxy=(827,1180,1090,1202)
classified-ad: DNIA 24. II. 1943 zgubiono Ausweis z nazwisko Fritz Tarnowskiego nr 40, wystawiony przez przez Ostbahn w Krakowie, Proszę łaskawego znalazcę zwrotu adresu. Ruppert M. — Wolcz xyxy=(1093,706,1357,750)
wezwanie-signature: Gubernator Dystryktu Galicji — Oddział Pracy xyxy=(326,389,566,400)
classified-ad: UWAGA! Zgubiono pęk KLUCZY. Oddać za wynagrodzeniem — ulica Rzeźbiarska 5, m. 34. 12131 xyxy=(827,1267,1090,1289)
classified-ad: I. LWOWSKA FABRYKA OBUWIA przyjmuje na dobrych warunkach szewców, przykrawaczy, szlarzy, stolarzy, tokarzy, stolarzy z maszyn oraz do działu akcesoriów technicznych. Rzeszy. Zgłoszenia we fabryce, Marcina 30 xyxy=(827,246,1090,301)
ad-separator xyxy=(44,1078,288,1079)
ad-separator xyxy=(316,1585,560,1586)
ad-separator xyxy=(827,786,1090,787)
ad-separator xyxy=(44,1264,288,1265)
classified-ad: KURTKĘ KRYMSKĄ, maszynę pierścieniową do stolika „Minerwa” i wyżymaczkę do bielizny marki angielskiej sprzedam Tarnowskiego 4/3 xyxy=(316,1629,560,1662)
classified-ad: SKRADZIONO 28. lutego — portfel z pieniędzmi i Bescheinigung na nazwisko Cuchał, zgubiono lub odebrano w tych dniach. Lwów, ulica Św. S. Lwów, Proszę łaskawie o zwrot dokumentów. xyxy=(1093,542,1357,586)
classified-ad: PIELĘGNIARKA rutynowana. Dajc zastrzyki. Listy Gaz. Lw. 11785 xyxy=(555,1083,824,1105)
ad-separator xyxy=(827,877,1090,878)
ad-body: doskona o wypieczony — poleca Mechaniczna Piekarnia xyxy=(1375,534,1618,558)
ad-separator xyxy=(555,991,824,992)
classified-ad: POTRZEBNA starsza osoba do zajęcia domowego, lubiąca dzieci Lwów, Żółkiewska 105, m. 2. xyxy=(827,377,1090,399)
classified-ad: PASTA do obuwia, barwniki, nitrynu, czyścidło do przyborów, „Techart” W-wa, Hoża 38. xyxy=(44,1268,288,1290)
ad-separator xyxy=(44,1246,288,1247)
classified-ad: MODNIARKĘ DOBRĄ — DO SPRZEDAWCZYNIĘ DO KAPELUSZY — zgłoszenia z podaniem wieku: w Gazecie, zarobku do Admin: Gazety Gaz. Lw. 11987 xyxy=(827,950,1090,983)
ad-info: Informacje i zgłoszenia: xyxy=(1430,163,1563,176)
ad-line: Natychmiast POSZUKIWANI: xyxy=(1411,349,1582,361)
imprint-footer: Redakcja przyjmuje od godz. 10—11 Kopernika 4. Dyrektor: — Telefony: Sekretariatu 202 29 — Centrali 166 91 Działu głosz. 216 22. Za ogłoszenia redakcja nie odpowiada. Druk Gazety Lwowskiej” Lwów, ul. Sokoła 4. xyxy=(1359,1318,1634,1373)
ad-separator xyxy=(827,815,1090,816)
ad-separator xyxy=(827,986,1090,987)
section-heading: KUPNO — SPRZEDAŻ xyxy=(44,1340,288,1362)
classified-ad: OBRAZY KUPIĘ; — ZWIĄŻĘ DO DOMU. Listy Gaz. Lw. 11907 xyxy=(555,731,824,752)
classified-ad: ŁOŻYSKA kulkowe. Wiadomość — Lwów, Tokarzewskiego pięć, Iwach. xyxy=(44,889,288,911)
column-2 xyxy=(555,38,824,2159)
classified-ad: CO SIĘ STAŁO ze szmatkami oflarowanymi przez Łaskawe Panie — prosimy sprawdzić w Przechowalni: sobiskiego 4, m. 5 — ulica KOPERNIKA 19. War. P. P. POLSKIEGO KOMIT. OPIEKUŃCZEGO. xyxy=(555,944,824,988)
classified-ad: FOTO - LABORANT, RETUSZER, SKAN, szukam natychmiast przyjmę, tylko pierwszorzędne siły; warunki dobre. Foto - Atelier „Styl” Dombrowska, Lwów, Rutowskiego 11. 11845 xyxy=(827,545,1090,589)
classified-ad: ZGUBIONO Ausweis wydany przez Verein die Wäscherei in Wielichowie na nazwisko Rybarczyk Elżbieta i fotografie córki o której zwrot błagam. xyxy=(1093,359,1357,392)
wezwanie-paragraph: Niemcami w rozumieniu rozporządzenia są: osoby mające niemiecką przynależność państwową; folksdeuczy i osoby niemieckiego pochodzenia — (posiadacze brunatnych kart rozpoznawczych zielonych i białych dowodów — DR. GG. I. 1940 str. 36 wzgl. DR GG. 1941 str. 622). xyxy=(44,167,566,200)
classified-ad: SPRZEDAM szafę z nadstawką. Koszula nr 36, futro ze skóry jaszczurki Wagilewicza 6, mieszk. 1. xyxy=(44,1537,288,1559)
ad-separator xyxy=(316,1217,560,1218)
ad-chleb xyxy=(1359,466,1634,667)
ad-separator xyxy=(44,998,288,999)
classified-ad: WITOLDA URBAŃSKIEGO zaginionego za, balszewikiem, poszukuje brat. Ostatnio z początkiem 1940 przebywał w Skolem lub Stralnicy pownież Bohatyr. Wiadomość sprzedajczy zł. Wynagrodzenie. Kierować na adres Leonek Urbański, Kozłów, Pittsweg, Rejon Molatyn Nowy Kolo Krasnego. 11780 xyxy=(1359,1147,1634,1213)
section-heading: ROZMAITE xyxy=(555,918,824,940)
classified-ad: UCZNIÓW do nauki przyjmuje zakład instalacyjno - wodociągowy, Lwów, Piłsudskiego 19. 11467 xyxy=(827,790,1090,812)
